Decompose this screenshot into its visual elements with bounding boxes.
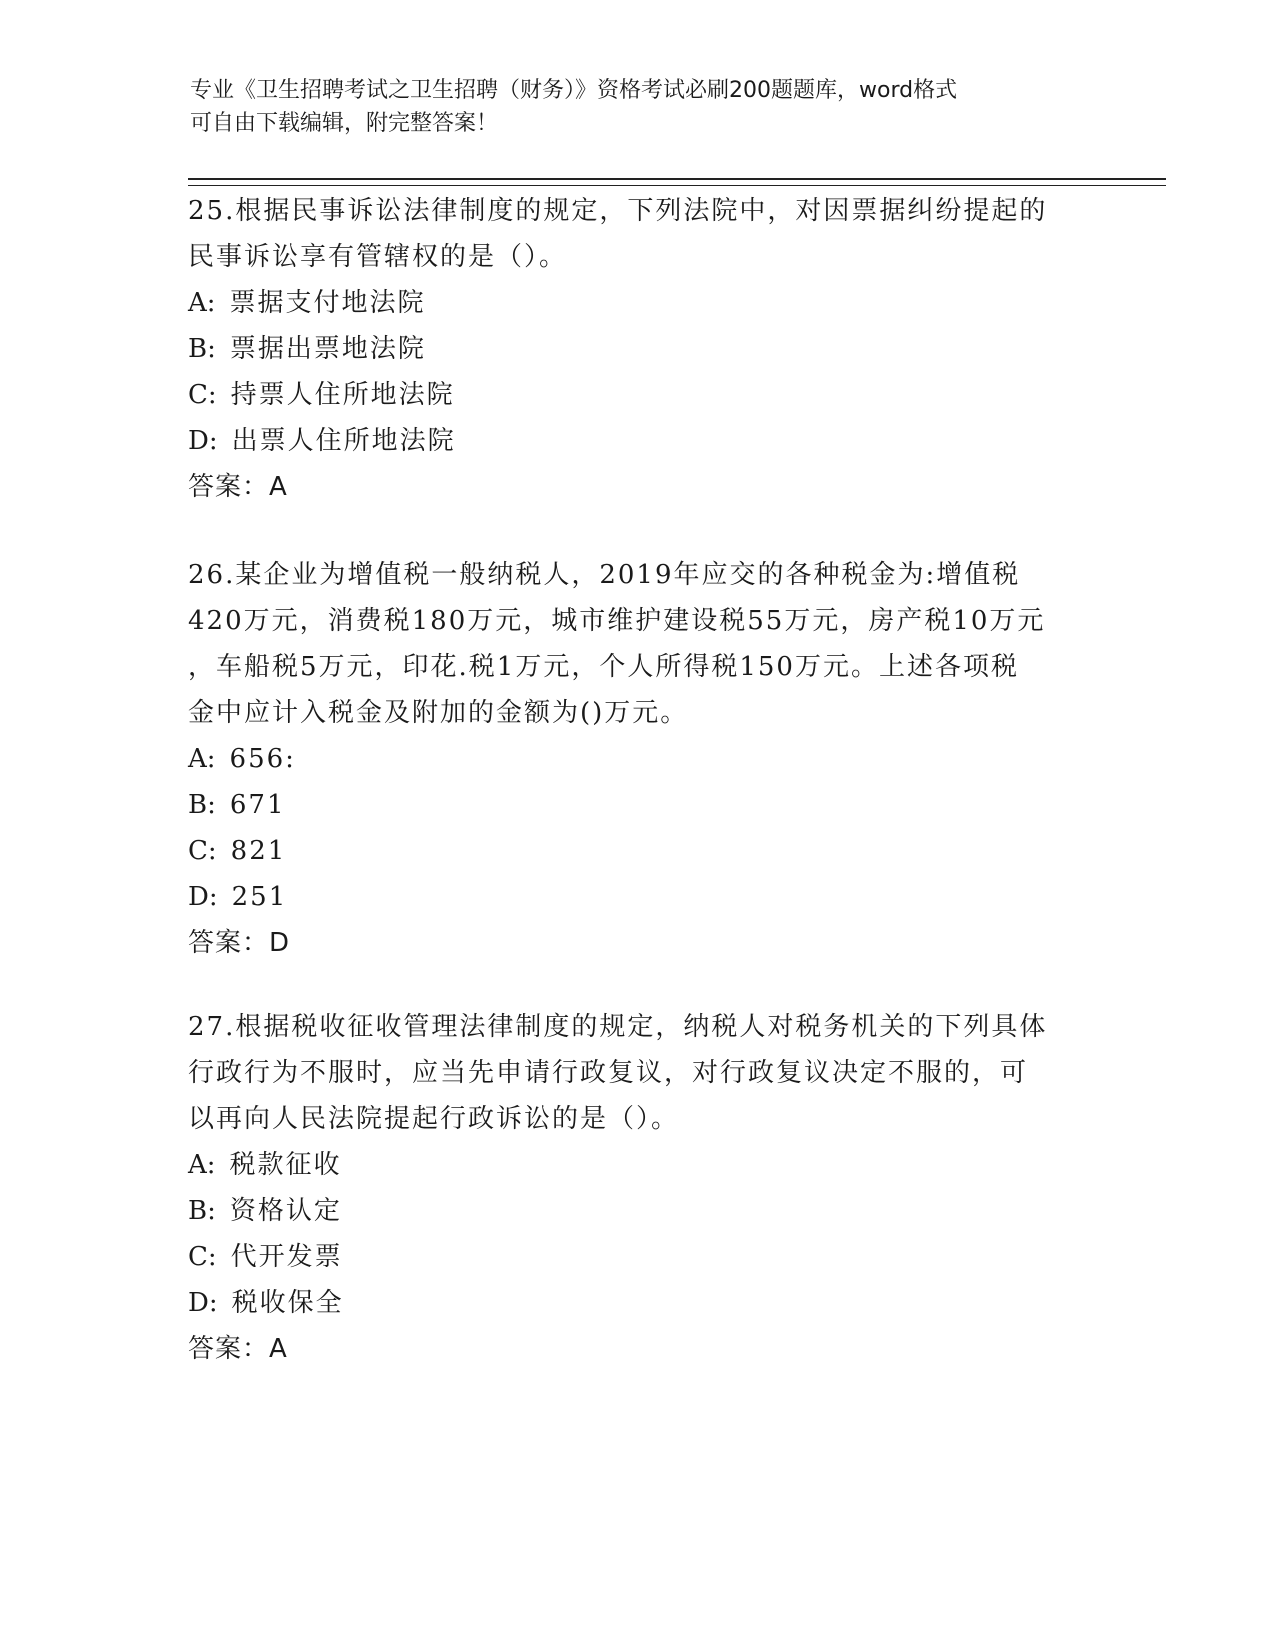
option-letter: C: xyxy=(188,1242,217,1272)
option-text: 资格认定 xyxy=(229,1196,342,1226)
option-letter: A: xyxy=(188,744,216,774)
header-divider-thick xyxy=(188,178,1166,180)
option-letter: D: xyxy=(188,882,218,912)
header-line-1: 专业《卫生招聘考试之卫生招聘（财务）》资格考试必刷200题题库，word格式 xyxy=(190,78,958,103)
stem-line: 420万元，消费税180万元，城市维护建设税55万元，房产税10万元 xyxy=(188,606,1046,636)
option-letter: D: xyxy=(188,426,218,456)
option-text: 税收保全 xyxy=(231,1288,344,1318)
option-letter: B: xyxy=(188,1196,216,1226)
question-stem xyxy=(188,1004,1088,1142)
answer-line: 答案：D xyxy=(188,928,291,958)
option-d xyxy=(188,1280,1088,1326)
option-text: 821 xyxy=(230,836,287,866)
stem-line: 以再向人民法院提起行政诉讼的是（）。 xyxy=(188,1104,680,1134)
option-text: 票据出票地法院 xyxy=(229,334,426,364)
stem-line: 26.某企业为增值税一般纳税人，2019年应交的各种税金为:增值税 xyxy=(188,560,1021,590)
option-letter: A: xyxy=(188,288,216,318)
option-text: 251 xyxy=(231,882,288,912)
question-26 xyxy=(188,552,1088,966)
page-header xyxy=(190,74,1090,140)
option-c xyxy=(188,828,1088,874)
option-text: 656: xyxy=(229,744,296,774)
option-text: 税款征收 xyxy=(229,1150,342,1180)
option-letter: A: xyxy=(188,1150,216,1180)
question-27 xyxy=(188,1004,1088,1372)
answer-line: 答案：A xyxy=(188,472,288,502)
stem-line: 民事诉讼享有管辖权的是（）。 xyxy=(188,242,568,272)
option-text: 671 xyxy=(229,790,286,820)
option-d xyxy=(188,418,1088,464)
option-text: 代开发票 xyxy=(230,1242,343,1272)
option-a xyxy=(188,1142,1088,1188)
question-stem xyxy=(188,188,1088,280)
option-a xyxy=(188,280,1088,326)
option-text: 票据支付地法院 xyxy=(229,288,426,318)
option-letter: B: xyxy=(188,334,216,364)
option-c xyxy=(188,1234,1088,1280)
stem-line: 27.根据税收征收管理法律制度的规定，纳税人对税务机关的下列具体 xyxy=(188,1012,1048,1042)
option-c xyxy=(188,372,1088,418)
option-d xyxy=(188,874,1088,920)
stem-line: 行政行为不服时，应当先申请行政复议，对行政复议决定不服的，可 xyxy=(188,1058,1029,1088)
answer-line: 答案：A xyxy=(188,1334,288,1364)
header-line-2: 可自由下载编辑，附完整答案！ xyxy=(190,111,499,136)
option-letter: D: xyxy=(188,1288,218,1318)
stem-line: 金中应计入税金及附加的金额为()万元。 xyxy=(188,698,689,728)
stem-line: ，车船税5万元，印花.税1万元，个人所得税150万元。上述各项税 xyxy=(188,652,1019,682)
option-b xyxy=(188,782,1088,828)
option-a xyxy=(188,736,1088,782)
option-letter: B: xyxy=(188,790,216,820)
header-divider-thin xyxy=(188,185,1166,186)
question-25 xyxy=(188,188,1088,510)
option-text: 持票人住所地法院 xyxy=(230,380,455,410)
option-b xyxy=(188,326,1088,372)
option-letter: C: xyxy=(188,836,217,866)
option-letter: C: xyxy=(188,380,217,410)
option-b xyxy=(188,1188,1088,1234)
option-text: 出票人住所地法院 xyxy=(231,426,456,456)
stem-line: 25.根据民事诉讼法律制度的规定，下列法院中，对因票据纠纷提起的 xyxy=(188,196,1048,226)
question-stem xyxy=(188,552,1088,736)
